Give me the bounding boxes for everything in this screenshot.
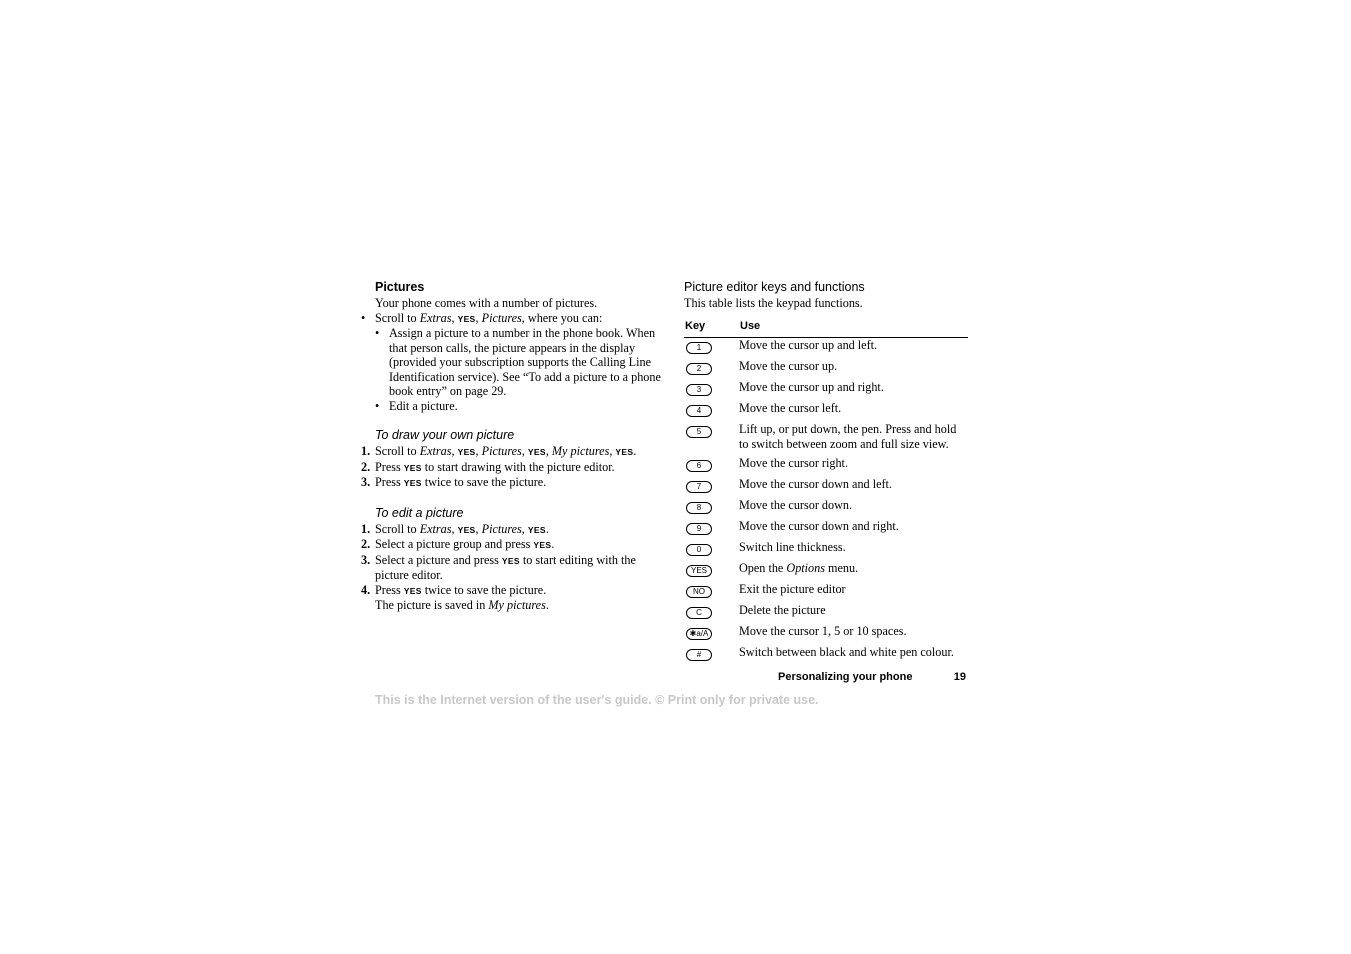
yes-key: YES	[527, 447, 546, 457]
column-use: Use	[740, 319, 761, 332]
table-cell-use	[739, 561, 968, 577]
page-footer	[778, 671, 968, 683]
table-cell-use: Move the cursor up and right.	[739, 380, 884, 394]
table-cell-use: Move the cursor 1, 5 or 10 spaces.	[739, 624, 907, 638]
table-row	[684, 540, 968, 556]
table-row	[684, 338, 968, 354]
disclaimer-watermark: This is the Internet version of the user's guide. © Print only for private use.	[375, 693, 819, 707]
text: twice to save the picture.	[421, 582, 547, 597]
yes-key: YES	[615, 447, 634, 457]
keys-intro: This table lists the keypad functions.	[684, 296, 863, 310]
table-row	[684, 359, 968, 375]
column-key: Key	[685, 319, 706, 332]
menu-my-pictures: My pictures	[551, 444, 610, 458]
step-number: 1.	[361, 521, 371, 536]
table-cell-use: Lift up, or put down, the pen. Press and hold to switch between zoom and full size view.	[739, 422, 957, 451]
table-cell-use: Move the cursor down and right.	[739, 519, 899, 533]
yes-key: YES	[527, 524, 546, 535]
menu-extras: Extras	[419, 521, 452, 536]
table-cell-use: Move the cursor up and left.	[739, 338, 878, 352]
page-number: 19	[953, 671, 966, 683]
text: to start drawing with the picture editor.	[421, 459, 615, 474]
table-cell-use: Move the cursor left.	[739, 401, 842, 415]
text: Press	[375, 582, 404, 597]
key-5-icon: 5	[686, 426, 712, 438]
text: Scroll to	[375, 444, 420, 458]
keys-table	[684, 338, 968, 661]
text: , where you can:	[521, 310, 603, 325]
table-cell-use: Exit the picture editor	[739, 582, 846, 596]
left-column	[361, 279, 661, 613]
edit-note: The picture is saved in My pictures.	[375, 598, 549, 612]
table-row	[684, 624, 968, 640]
bullet-scroll: • Scroll to Extras, YES, Pictures, where you can:	[361, 310, 603, 325]
table-cell-use: Move the cursor right.	[739, 456, 848, 470]
key-yes-icon: YES	[686, 565, 712, 577]
table-row	[684, 582, 968, 598]
draw-step-3	[361, 475, 661, 491]
pictures-intro: Your phone comes with a number of pictures.	[375, 296, 598, 310]
key-star-icon: ✱a/A	[686, 628, 712, 640]
table-row	[684, 477, 968, 493]
step-number: 2.	[361, 537, 371, 551]
step-number: 3.	[361, 475, 371, 489]
right-column	[684, 279, 968, 661]
sub-bullet-text: Edit a picture.	[389, 398, 458, 413]
table-cell-use: Switch between black and white pen colour.	[739, 645, 954, 659]
heading-draw-picture: To draw your own picture	[375, 428, 515, 442]
yes-key: YES	[533, 540, 552, 550]
heading-keys-functions: Picture editor keys and functions	[684, 280, 865, 294]
table-row	[684, 603, 968, 619]
text: menu.	[825, 561, 859, 575]
table-cell-use: Move the cursor up.	[739, 359, 838, 373]
text: The picture is saved in	[375, 598, 489, 612]
table-row	[684, 645, 968, 661]
text: Select a picture and press	[375, 552, 502, 567]
sub-bullet-text: Assign a picture to a number in the phone book. When that person calls, the picture appears in the display (provided your subscription supports the Calling Line Identification service). See “To add a picture to a phone book entry” on page 29.	[389, 326, 661, 398]
menu-pictures: Pictures	[481, 521, 522, 536]
yes-key: YES	[403, 585, 422, 596]
key-c-icon: C	[686, 607, 712, 619]
menu-extras: Extras	[419, 310, 452, 325]
menu-extras: Extras	[419, 444, 452, 458]
table-row	[684, 380, 968, 396]
step-number: 3.	[361, 552, 371, 567]
yes-key: YES	[501, 555, 520, 566]
table-cell-use: Move the cursor down.	[739, 498, 853, 512]
table-cell-use: Delete the picture	[739, 603, 826, 617]
table-row	[684, 422, 968, 451]
section-heading-pictures: Pictures	[375, 280, 425, 294]
key-0-icon: 0	[686, 544, 712, 556]
sub-bullet-edit	[375, 398, 661, 414]
text: Select a picture group and press	[375, 537, 534, 551]
edit-step-3	[361, 553, 661, 583]
text: to start editing with the picture editor.	[375, 552, 636, 582]
text: Press	[375, 459, 404, 474]
yes-key: YES	[403, 462, 422, 473]
draw-step-1: 1. Scroll to Extras, YES, Pictures, YES, My pictures, YES.	[361, 444, 637, 458]
yes-key: YES	[457, 313, 476, 324]
step-number: 1.	[361, 444, 371, 458]
text: Open the	[739, 561, 787, 575]
menu-my-pictures: My pictures	[488, 598, 546, 612]
table-row	[684, 498, 968, 514]
key-1-icon: 1	[686, 342, 712, 354]
table-cell-use: Switch line thickness.	[739, 540, 846, 554]
table-header	[684, 319, 968, 339]
bullet-mark: •	[375, 398, 380, 413]
key-4-icon: 4	[686, 405, 712, 417]
yes-key: YES	[457, 524, 476, 535]
step-number: 2.	[361, 459, 371, 474]
key-6-icon: 6	[686, 460, 712, 472]
bullet-mark: •	[361, 310, 366, 325]
menu-pictures: Pictures	[481, 444, 522, 458]
table-row	[684, 401, 968, 417]
yes-key: YES	[403, 478, 422, 488]
text: Scroll to	[375, 310, 420, 325]
key-no-icon: NO	[686, 586, 712, 598]
step-number: 4.	[361, 582, 371, 597]
table-row	[684, 561, 968, 577]
key-9-icon: 9	[686, 523, 712, 535]
menu-pictures: Pictures	[481, 310, 522, 325]
table-row	[684, 519, 968, 535]
footer-section-title: Personalizing your phone	[778, 671, 913, 683]
key-hash-icon: #	[686, 649, 712, 661]
bullet-mark: •	[375, 326, 380, 340]
key-3-icon: 3	[686, 384, 712, 396]
text: Scroll to	[375, 521, 420, 536]
edit-step-2: 2. Select a picture group and press YES.	[361, 537, 555, 551]
text: Press	[375, 475, 404, 489]
heading-edit-picture: To edit a picture	[375, 505, 464, 520]
table-cell-use: Move the cursor down and left.	[739, 477, 892, 491]
yes-key: YES	[457, 447, 476, 457]
edit-step-4	[361, 583, 661, 599]
menu-options: Options	[786, 561, 825, 575]
key-7-icon: 7	[686, 481, 712, 493]
draw-step-2	[361, 460, 661, 476]
text: twice to save the picture.	[421, 475, 547, 489]
sub-bullet-assign	[375, 326, 661, 399]
table-row	[684, 456, 968, 472]
key-2-icon: 2	[686, 363, 712, 375]
key-8-icon: 8	[686, 502, 712, 514]
edit-step-1: 1. Scroll to Extras, YES, Pictures, YES.	[361, 521, 549, 536]
